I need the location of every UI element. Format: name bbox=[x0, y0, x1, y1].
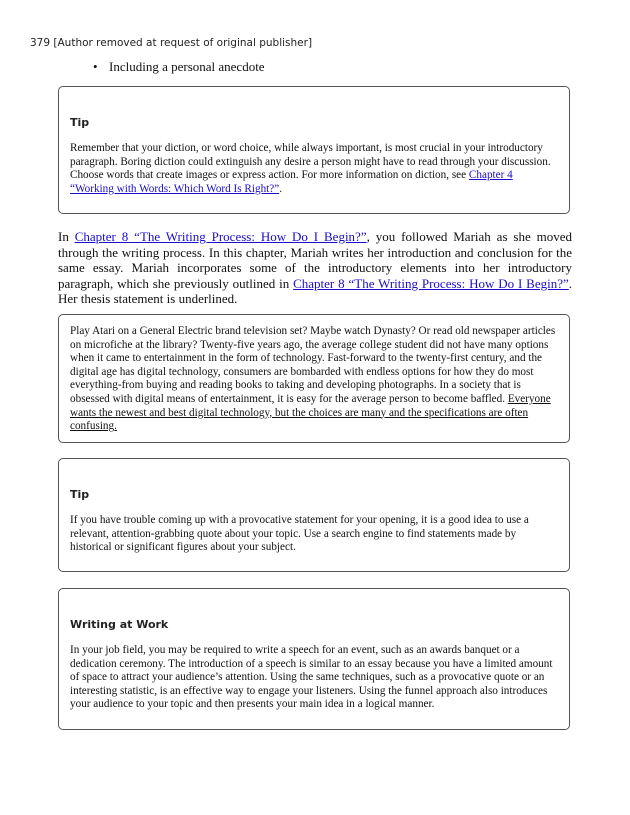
tip-title: Tip bbox=[70, 488, 90, 501]
paragraph-text: In bbox=[58, 229, 75, 244]
tip-title: Tip bbox=[70, 116, 90, 129]
example-text: Play Atari on a General Electric brand television set? Maybe watch Dynasty? Or read old newspaper articles on microfiche at the library? Twenty-five years ago, the average college student did not have many options when it came to entertainment in the form of technology. Fast-forward to the twenty-first century, and the digital age has digital technology, consumers are bombarded with endless options for how they do most everything-from buying and reading books to taking and developing photographs. In a society that is obsessed with digital means of entertainment, it is easy for the average person to become baffled. bbox=[70, 325, 556, 405]
author-note: [Author removed at request of original publisher] bbox=[53, 37, 313, 49]
chapter-4-link[interactable]: Chapter 4 “Working with Words: Which Word Is Right?” bbox=[70, 169, 513, 195]
tip-text bbox=[70, 142, 558, 196]
tip-text: If you have trouble coming up with a provocative statement for your opening, it is a good idea to use a relevant, attention-grabbing quote about your topic. Use a search engine to find statements made by historical or significant figures about your subject. bbox=[70, 514, 529, 554]
paragraph-text: . Her thesis statement is underlined. bbox=[58, 275, 572, 307]
intro-paragraph bbox=[58, 229, 572, 307]
example-box bbox=[58, 314, 570, 443]
bullet-icon: • bbox=[93, 59, 98, 74]
paragraph-text: , you followed Mariah as she moved through the writing process. In this chapter, Mariah writes her introduction and conclusion for the same essay. Mariah incorporates some of the introductory elements into her introductory paragraph, which she previously outlined in bbox=[58, 229, 573, 291]
page-number: 379 bbox=[30, 37, 51, 49]
tip-text-body: Remember that your diction, or word choice, while always important, is most crucial in your introductory paragraph. Boring diction could extinguish any desire a person might have to read through your discussion. Choose words that create images or express action. For more information on diction, see bbox=[70, 142, 551, 182]
tip-text-end: . bbox=[279, 182, 283, 195]
chapter-8-link[interactable]: Chapter 8 “The Writing Process: How Do I Begin?” bbox=[293, 275, 569, 291]
bullet-item bbox=[93, 59, 265, 75]
example-paragraph bbox=[70, 325, 558, 434]
writing-at-work-box bbox=[58, 588, 570, 730]
tip-box-diction bbox=[58, 86, 570, 214]
bullet-text: Including a personal anecdote bbox=[109, 59, 265, 74]
writing-at-work-title: Writing at Work bbox=[70, 618, 169, 631]
tip-box-quote bbox=[58, 458, 570, 572]
page-header bbox=[30, 37, 312, 49]
chapter-8-link[interactable]: Chapter 8 “The Writing Process: How Do I Begin?” bbox=[74, 229, 367, 244]
writing-at-work-text: In your job field, you may be required to write a speech for an event, such as an awards banquet or a dedication ceremony. The introduction of a speech is similar to an essay because you have a limited amount of space to attract your audience’s attention. Using the same techniques, such as a provocative quote or an interesting statistic, is an effective way to engage your listeners. Using the funnel approach also introduces your audience to your topic and then presents your main idea in a logical manner. bbox=[70, 644, 553, 711]
thesis-statement: Everyone wants the newest and best digital technology, but the choices are many and the specifications are often confusing. bbox=[70, 392, 551, 433]
